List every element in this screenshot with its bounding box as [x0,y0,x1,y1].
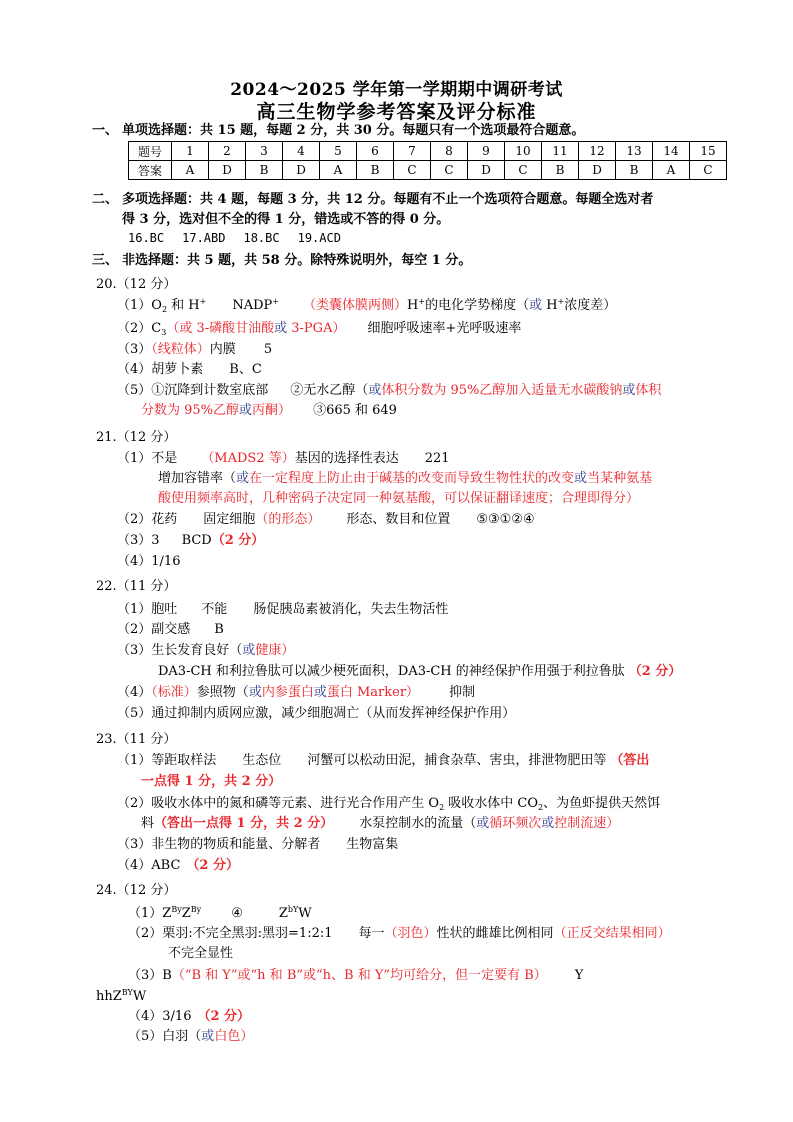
question-number-row [129,142,727,161]
multi-choice-answers: 16.BC 17.ABD 18.BC 19.ACD [128,231,341,245]
question-number: 6 [357,142,394,161]
q24-line-1: $(1)Z^{By}Z^{By}$ ④ $Z^{bY}W$ [128,905,312,921]
q23-line-5: （3）非生物的物质和能量、分解者 生物富集 [117,837,399,852]
q22-line-3: （3）生长发育良好（或健康） [117,643,295,658]
q20-line-6: 分数为 95%乙醇或丙酮） ③665 和 649 [141,403,397,418]
answer-cell: D [468,161,505,180]
q23-line-2: 一点得 1 分，共 2 分） [141,774,282,789]
q21-line-2: 增加容错率（或在一定程度上防止由于碱基的改变而导致生物性状的改变或当某种氨基 [158,471,653,486]
q22-line-2: （2）副交感 B [117,622,224,637]
row-label: 题号 [129,142,172,161]
answer-cell: C [690,161,727,180]
section-3-heading: 三、 非选择题：共 5 题，共 58 分。除特殊说明外，每空 1 分。 [92,253,472,268]
q23-line-1: （1）等距取样法 生态位 河蟹可以松动田泥，捕食杂草、害虫，排泄物肥田等 （答出 [117,753,650,768]
q21-line-4: （2）花药 固定细胞（的形态） 形态、数目和位置 ⑤③①②④ [117,512,535,527]
q22-line-5: （4）（标准）参照物（或内参蛋白或蛋白 Marker） 抑制 [117,685,476,700]
q22-header: 22.（11 分） [96,579,177,594]
q20-line-2: $(2)C_3$（或 3-磷酸甘油酸或 3-PGA） 细胞呼吸速率+光呼吸速率 [117,321,522,337]
q24-line-4: （3）B（“B 和 Y”或“h 和 B”或“h、B 和 Y”均可给分，但一定要有 B） Y [128,968,584,983]
q24-line-3: 不完全显性 [168,946,234,961]
question-number: 9 [468,142,505,161]
q24-line-5: hhZ$^{BY}$W [96,988,147,1004]
single-choice-answer-table [128,141,727,180]
q21-line-5: （3）3 BCD（2 分） [117,533,265,548]
q20-header: 20.（12 分） [96,277,177,292]
answer-cell: D [209,161,246,180]
q21-line-6: （4）1/16 [117,554,181,569]
answer-cell: B [542,161,579,180]
question-number: 2 [209,142,246,161]
answer-cell: B [616,161,653,180]
question-number: 1 [172,142,209,161]
question-number: 12 [579,142,616,161]
answer-cell: B [357,161,394,180]
answer-cell: D [283,161,320,180]
answer-cell: A [320,161,357,180]
question-number: 13 [616,142,653,161]
answer-key-title: 高三生物学参考答案及评分标准 [256,101,537,123]
question-number: 11 [542,142,579,161]
question-number: 8 [431,142,468,161]
q22-line-6: （5）通过抑制内质网应激，减少细胞凋亡（从而发挥神经保护作用） [117,706,516,721]
question-number: 7 [394,142,431,161]
answer-cell: C [505,161,542,180]
answer-cell: C [431,161,468,180]
q24-line-2: （2）栗羽:不完全黑羽:黑羽=1:2:1 每一（羽色）性状的雌雄比例相同（正反交结果相同） [128,926,671,941]
section-2-heading-cont: 得 3 分，选对但不全的得 1 分，错选或不答的得 0 分。 [122,212,450,227]
q23-line-3: （2）吸收水体中的氮和磷等元素、进行光合作用产生 $O_2$ 吸收水体中 $CO_2$、为鱼虾提供天然饵 [117,796,661,812]
answer-row [129,161,727,180]
q23-header: 23.（11 分） [96,732,177,747]
question-number: 5 [320,142,357,161]
q20-line-1: $(1)O_2$ 和 H+ NADP+ （类囊体膜两侧）H+的电化学势梯度（或 H+浓度差） [117,297,617,314]
question-number: 14 [653,142,690,161]
q20-line-3: （3）（线粒体）内膜 5 [117,342,273,357]
q21-line-3: 酸使用频率高时，几种密码子决定同一种氨基酸，可以保证翻译速度；合理即得分） [158,491,640,506]
question-number: 10 [505,142,542,161]
q20-line-4: （4）胡萝卜素 B、C [117,362,262,377]
q23-line-6: （4）ABC （2 分） [117,858,239,873]
question-number: 4 [283,142,320,161]
question-number: 15 [690,142,727,161]
q20-line-5: （5）①沉降到计数室底部 ②无水乙醇（或体积分数为 95%乙醇加入适量无水碳酸钠或体积 [117,383,662,398]
answer-cell: B [246,161,283,180]
q22-line-1: （1）胞吐 不能 肠促胰岛素被消化，失去生物活性 [117,602,449,617]
q24-line-7: （5）白羽（或白色） [128,1029,254,1044]
answer-cell: A [172,161,209,180]
section-1-heading: 一、 单项选择题：共 15 题，每题 2 分，共 30 分。每题只有一个选项最符合题意。 [92,123,585,138]
q24-line-6: （4）3/16 （2 分） [128,1009,251,1024]
q21-line-1: （1）不是 （MADS2 等）基因的选择性表达 221 [117,451,450,466]
exam-title: 2024～2025 学年第一学期期中调研考试 [230,80,563,100]
q23-line-4: 料（答出一点得 1 分，共 2 分） 水泵控制水的流量（或循环频次或控制流速） [141,816,620,831]
answer-cell: C [394,161,431,180]
q22-line-4: DA3-CH 和利拉鲁肽可以减少梗死面积，DA3-CH 的神经保护作用强于利拉鲁肽 （2 分） [158,664,682,679]
q24-header: 24.（12 分） [96,883,177,898]
row-label: 答案 [129,161,172,180]
section-2-heading: 二、 多项选择题：共 4 题，每题 3 分，共 12 分。每题有不止一个选项符合题意。每题全选对者 [92,192,654,207]
question-number: 3 [246,142,283,161]
q21-header: 21.（12 分） [96,430,177,445]
answer-cell: D [579,161,616,180]
answer-cell: A [653,161,690,180]
